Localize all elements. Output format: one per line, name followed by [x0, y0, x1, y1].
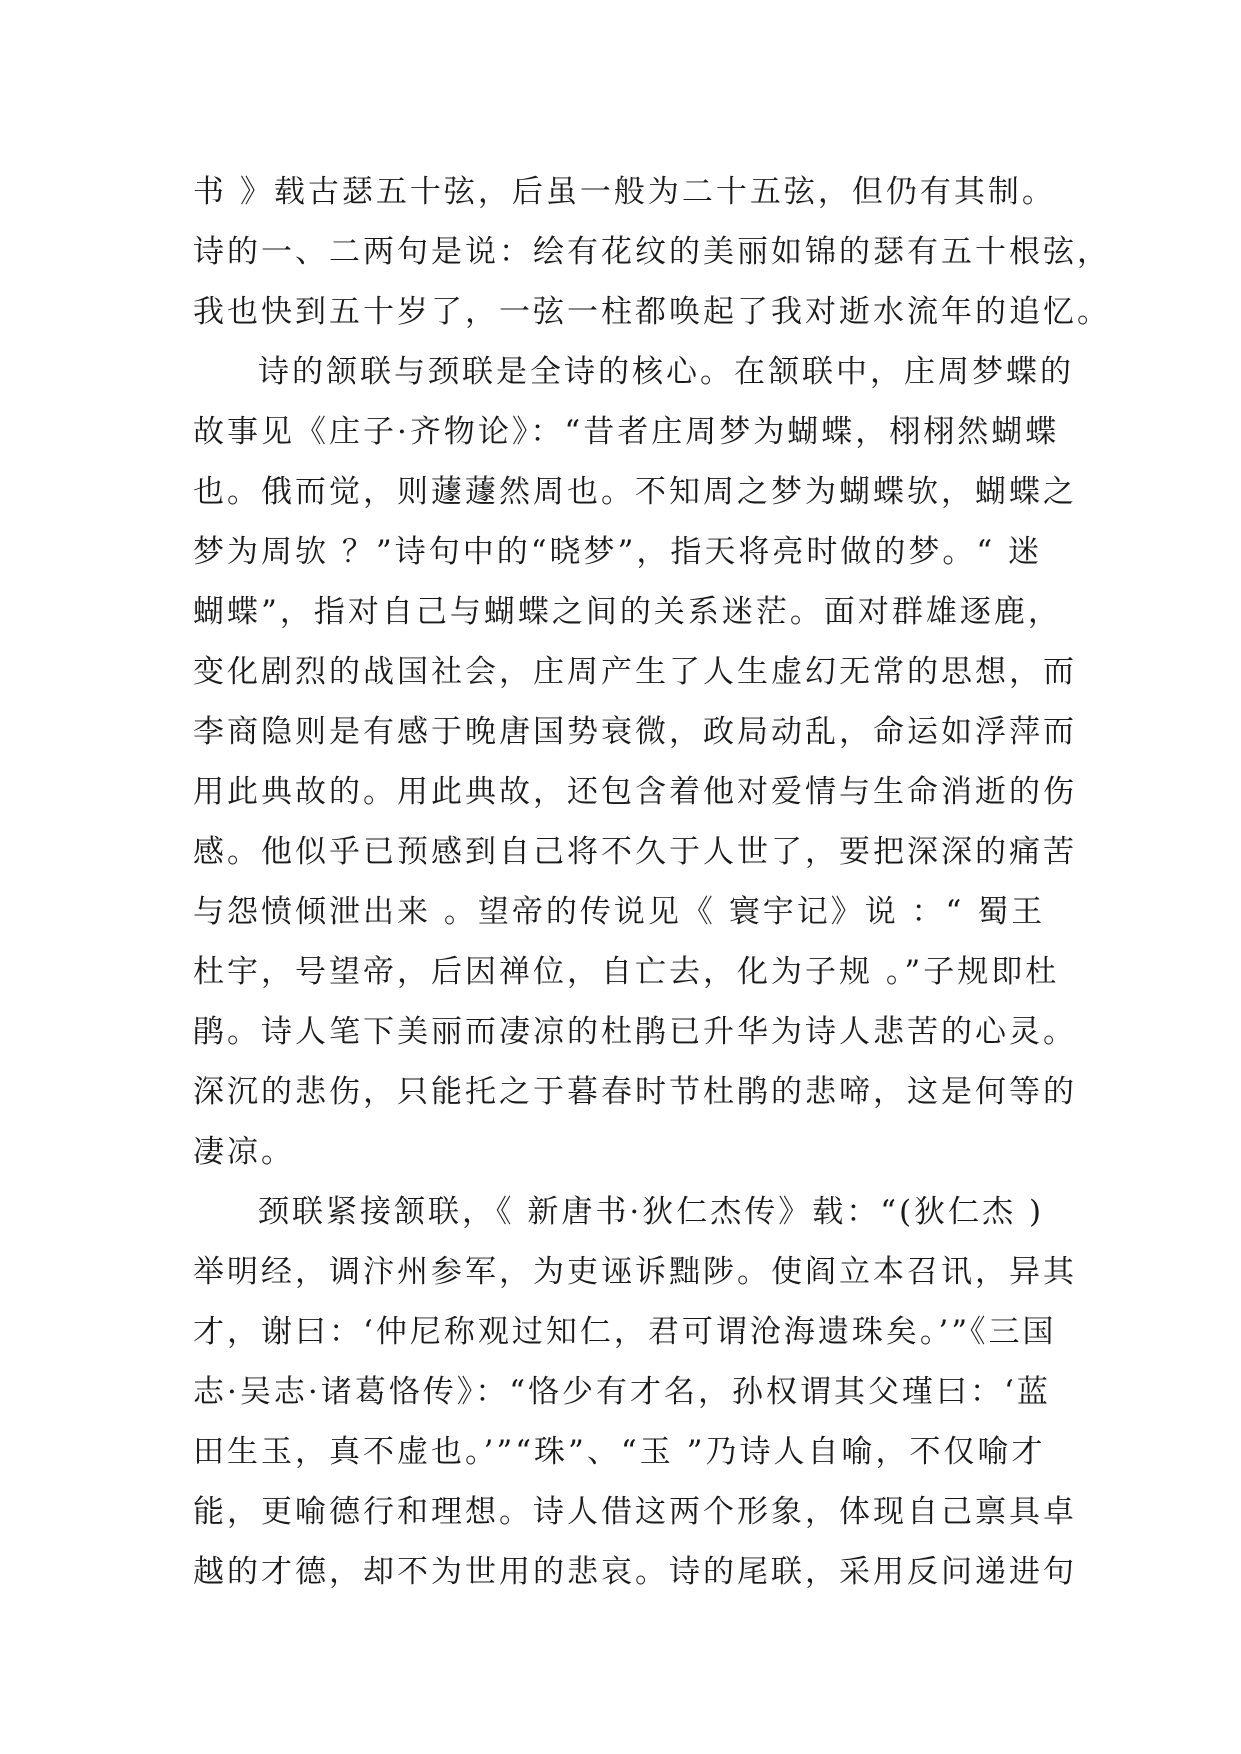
text-line: 我也快到五十岁了，一弦一柱都唤起了我对逝水流年的追忆。: [193, 294, 1111, 330]
text-line: 深沉的悲伤，只能托之于暮春时节杜鹃的悲啼，这是何等的: [193, 1074, 1077, 1110]
text-line: 用此典故的。用此典故，还包含着他对爱情与生命消逝的伤: [193, 774, 1077, 810]
paragraph-first-line: 诗的颔联与颈联是全诗的核心。在颔联中，庄周梦蝶的: [258, 354, 1074, 390]
text-line: 能，更喻德行和理想。诗人借这两个形象，体现自己禀具卓: [193, 1494, 1077, 1530]
text-line: 故事见《庄子·齐物论》：“昔者庄周梦为蝴蝶，栩栩然蝴蝶: [193, 414, 1060, 450]
text-line: 凄凉。: [193, 1134, 295, 1170]
paragraph-first-line: 颈联紧接颔联，《 新唐书·狄仁杰传》载：“(狄仁杰 ): [258, 1194, 1045, 1230]
text-line: 书 》载古瑟五十弦，后虽一般为二十五弦，但仍有其制。: [193, 174, 1056, 210]
text-line: 越的才德，却不为世用的悲哀。诗的尾联，采用反问递进句: [193, 1554, 1077, 1590]
text-line: 感。他似乎已预感到自己将不久于人世了，要把深深的痛苦: [193, 834, 1077, 870]
text-line: 也。俄而觉，则蘧蘧然周也。不知周之梦为蝴蝶欤，蝴蝶之: [193, 474, 1077, 510]
text-line: 才，谢曰：‘仲尼称观过知仁，君可谓沧海遗珠矣。’”《三国: [193, 1314, 1057, 1350]
text-line: 李商隐则是有感于晚唐国势衰微，政局动乱，命运如浮萍而: [193, 714, 1077, 750]
text-line: 变化剧烈的战国社会，庄周产生了人生虚幻无常的思想，而: [193, 654, 1077, 690]
text-line: 与怨愤倾泄出来 。望帝的传说见《 寰宇记》说 ：“ 蜀王: [193, 894, 1046, 930]
text-line: 杜宇，号望帝，后因禅位，自亡去，化为子规 。”子规即杜: [193, 954, 1060, 990]
text-line: 蝴蝶”，指对自己与蝴蝶之间的关系迷茫。面对群雄逐鹿，: [193, 594, 1062, 630]
text-line: 田生玉，真不虚也。’”“珠”、“玉 ”乃诗人自喻，不仅喻才: [193, 1434, 1046, 1470]
body-text: [193, 162, 1111, 1602]
text-line: 举明经，调汴州参军，为吏诬诉黜陟。使阎立本召讯，异其: [193, 1254, 1077, 1290]
text-line: 志·吴志·诸葛恪传》：“恪少有才名，孙权谓其父瑾曰：‘蓝: [193, 1374, 1051, 1410]
text-line: 鹃。诗人笔下美丽而凄凉的杜鹃已升华为诗人悲苦的心灵。: [193, 1014, 1077, 1050]
text-line: 诗的一、二两句是说：绘有花纹的美丽如锦的瑟有五十根弦，: [193, 234, 1111, 270]
text-line: 梦为周欤 ？”诗句中的“晓梦”，指天将亮时做的梦。“ 迷: [193, 534, 1043, 570]
